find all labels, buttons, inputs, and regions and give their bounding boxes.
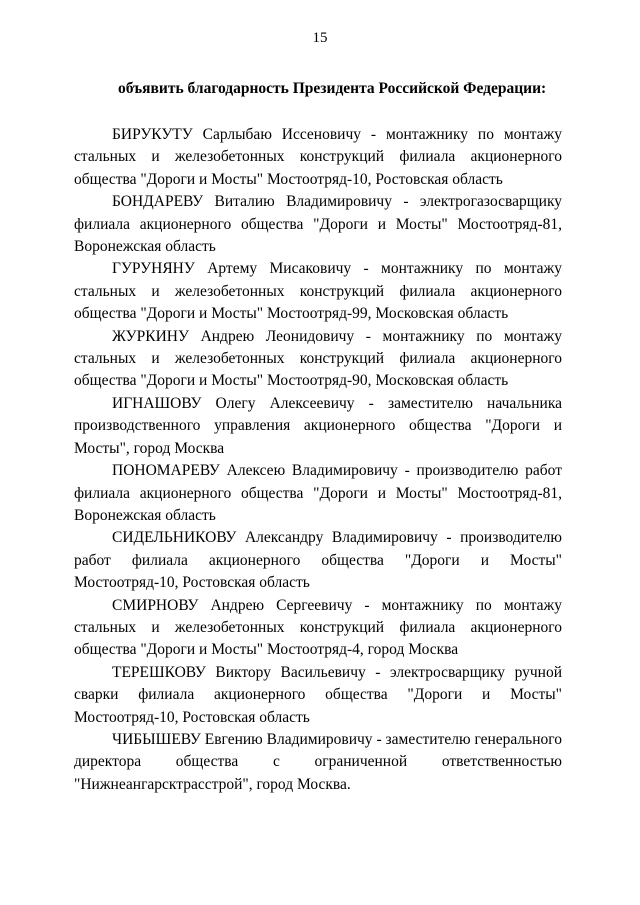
awardee-entry: БОНДАРЕВУ Виталию Владимировичу - электрогазосварщику филиала акционерного общества "Дороги и Мосты" Мостоотряд-81, Воронежская область bbox=[74, 193, 562, 256]
page-number: 15 bbox=[312, 30, 328, 46]
awardee-entry: БИРУКУТУ Сарлыбаю Иссеновичу - монтажнику по монтажу стальных и железобетонных конструкций филиала акционерного общества "Дороги и Мосты" Мостоотряд-10, Ростовская область bbox=[74, 126, 562, 188]
awardee-entry: ЧИБЫШЕВУ Евгению Владимировичу - заместителю генерального директора общества с ограниченной ответственностью "Нижнеангарсктрасстрой", город Москва. bbox=[74, 730, 562, 793]
awardee-list bbox=[74, 124, 562, 796]
awardee-entry: ИГНАШОВУ Олегу Алексеевичу - заместителю начальника производственного управления акционерного общества "Дороги и Мосты", город Москва bbox=[74, 394, 562, 457]
awardee-entry: СМИРНОВУ Андрею Сергеевичу - монтажнику по монтажу стальных и железобетонных конструкций филиала акционерного общества "Дороги и Мосты" Мостоотряд-4, город Москва bbox=[74, 596, 562, 659]
awardee-entry: ЖУРКИНУ Андрею Леонидовичу - монтажнику по монтажу стальных и железобетонных конструкций филиала акционерного общества "Дороги и Мосты" Мостоотряд-90, Московская область bbox=[74, 327, 562, 390]
awardee-entry: СИДЕЛЬНИКОВУ Александру Владимировичу - производителю работ филиала акционерного общества "Дороги и Мосты" Мостоотряд-10, Ростовская область bbox=[74, 529, 562, 592]
awardee-entry: ГУРУНЯНУ Артему Мисаковичу - монтажнику по монтажу стальных и железобетонных конструкций филиала акционерного общества "Дороги и Мосты" Мостоотряд-99, Московская область bbox=[74, 260, 562, 323]
awardee-entry: ТЕРЕШКОВУ Виктору Васильевичу - электросварщику ручной сварки филиала акционерного общества "Дороги и Мосты" Мостоотряд-10, Ростовская область bbox=[74, 663, 562, 726]
awardee-entry: ПОНОМАРЕВУ Алексею Владимировичу - производителю работ филиала акционерного общества "Дороги и Мосты" Мостоотряд-81, Воронежская область bbox=[74, 462, 562, 524]
decree-heading: объявить благодарность Президента Российской Федерации: bbox=[118, 80, 547, 97]
